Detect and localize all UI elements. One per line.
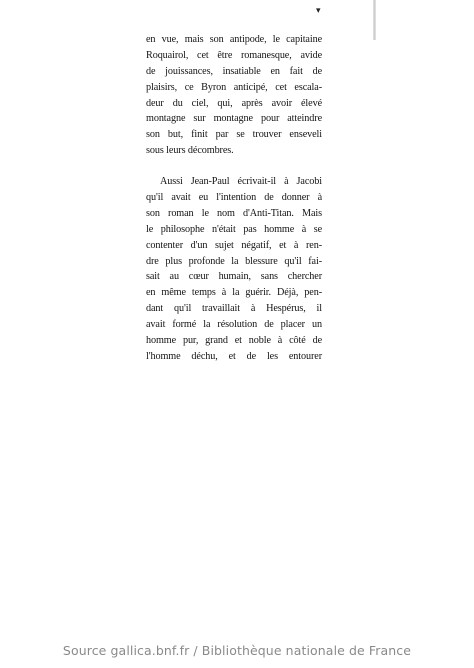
source-attribution: Source gallica.bnf.fr / Bibliothèque nationale de France — [62, 643, 412, 658]
paragraph-gap — [146, 159, 322, 174]
text-line: avait formé la résolution de placer un — [146, 319, 322, 331]
paragraph-1 — [146, 32, 322, 159]
text-line: contenter d'un sujet négatif, et à ren- — [146, 239, 322, 251]
text-line: l'homme déchu, et de les entourer — [146, 350, 322, 362]
scan-edge-shadow — [373, 0, 376, 40]
text-line: son but, finit par se trouver enseveli — [146, 129, 322, 141]
text-line: le philosophe n'était pas homme à se — [146, 223, 322, 235]
text-line: qu'il avait eu l'intention de donner à — [146, 192, 322, 204]
text-line: en même temps à la guérir. Déjà, pen- — [146, 287, 322, 299]
text-line: dre plus profonde la blessure qu'il fai- — [146, 255, 322, 267]
text-line: sous leurs décombres. — [146, 145, 234, 157]
text-line: en vue, mais son antipode, le capitaine — [146, 34, 322, 45]
paragraph-2 — [146, 174, 322, 365]
text-line: Aussi Jean-Paul écrivait-il à Jacobi — [160, 176, 322, 188]
text-line: dant qu'il travaillait à Hespérus, il — [146, 303, 322, 315]
page-mark: ▾ — [316, 5, 321, 15]
text-line: deur du ciel, qui, après avoir élevé — [146, 97, 322, 109]
text-line: Roquairol, cet être romanesque, avide — [146, 49, 322, 61]
text-line: montagne sur montagne pour atteindre — [146, 113, 322, 125]
text-line: sait au cœur humain, sans chercher — [146, 271, 322, 283]
text-line: plaisirs, ce Byron anticipé, cet escala- — [146, 81, 322, 93]
text-line: de jouissances, insatiable en fait de — [146, 65, 322, 77]
text-line: son roman le nom d'Anti-Titan. Mais — [146, 207, 322, 219]
text-line: homme pur, grand et noble à côté de — [146, 335, 322, 347]
body-text — [146, 32, 322, 365]
